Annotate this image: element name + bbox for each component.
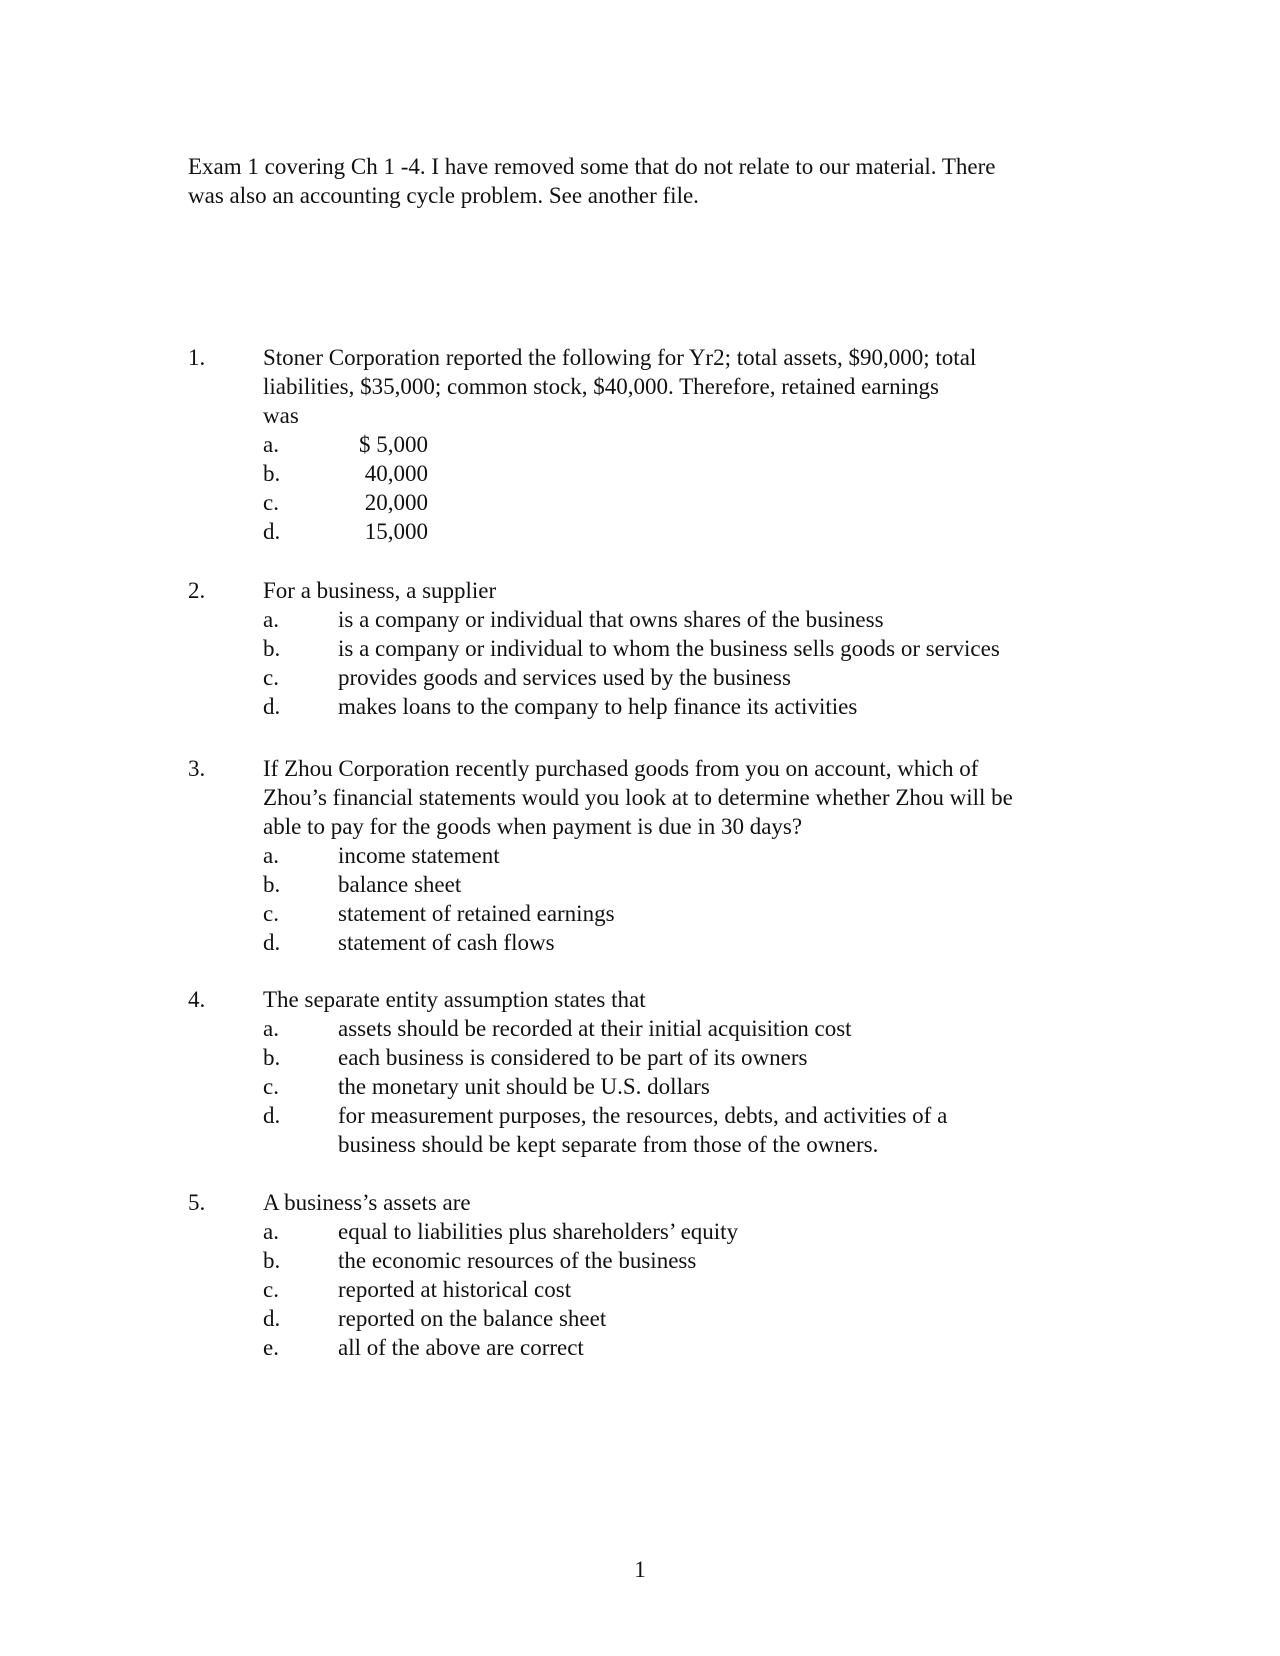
question-stem-line: The separate entity assumption states that — [263, 987, 646, 1012]
option-text: provides goods and services used by the business — [338, 665, 791, 690]
question-stem-line: able to pay for the goods when payment is due in 30 days? — [263, 814, 803, 839]
answer-option-b — [263, 1043, 1088, 1072]
option-text: statement of cash flows — [338, 930, 555, 955]
answer-option-c — [263, 1072, 1088, 1101]
option-letter: a. — [263, 1016, 279, 1041]
question-number: 5. — [188, 1190, 206, 1215]
option-letter: b. — [263, 461, 281, 486]
option-text: each business is considered to be part of its owners — [338, 1045, 808, 1070]
option-letter: d. — [263, 1306, 281, 1331]
answer-option-d — [263, 692, 1088, 721]
option-text: reported on the balance sheet — [338, 1306, 607, 1331]
question-number: 1. — [188, 345, 206, 370]
option-text: the monetary unit should be U.S. dollars — [338, 1074, 710, 1099]
question-stem-line: Zhou’s financial statements would you look at to determine whether Zhou will be — [263, 785, 1013, 810]
option-letter: c. — [263, 490, 279, 515]
option-letter: a. — [263, 1219, 279, 1244]
answer-option-d — [263, 517, 1088, 546]
answer-option-c — [263, 488, 1088, 517]
option-text: for measurement purposes, the resources, debts, and activities of a — [338, 1103, 948, 1128]
option-text: balance sheet — [338, 872, 462, 897]
option-text: reported at historical cost — [338, 1277, 572, 1302]
question-stem-line: liabilities, $35,000; common stock, $40,000. Therefore, retained earnings — [263, 374, 939, 399]
question-number: 2. — [188, 578, 206, 603]
answer-option-d — [263, 1101, 1088, 1159]
question-number: 3. — [188, 756, 206, 781]
question-stem-line: Stoner Corporation reported the following for Yr2; total assets, $90,000; total — [263, 345, 977, 370]
option-text: all of the above are correct — [338, 1335, 584, 1360]
option-letter: a. — [263, 843, 279, 868]
intro-line: was also an accounting cycle problem. See another file. — [188, 183, 699, 208]
option-letter: d. — [263, 519, 281, 544]
option-text: assets should be recorded at their initial acquisition cost — [338, 1016, 852, 1041]
option-amount: 15,000 — [364, 519, 428, 544]
answer-option-c — [263, 899, 1088, 928]
option-amount: $ 5,000 — [359, 432, 428, 457]
option-letter: b. — [263, 872, 281, 897]
question-stem-line: was — [263, 403, 299, 428]
option-text: is a company or individual that owns shares of the business — [338, 607, 884, 632]
answer-option-a — [263, 841, 1088, 870]
option-amount: 20,000 — [364, 490, 428, 515]
answer-option-a — [263, 1014, 1088, 1043]
option-amount: 40,000 — [364, 461, 428, 486]
option-letter: b. — [263, 1045, 281, 1070]
answer-option-a — [263, 1217, 1088, 1246]
option-letter: c. — [263, 901, 279, 926]
option-text: makes loans to the company to help finance its activities — [338, 694, 858, 719]
option-text-continued: business should be kept separate from those of the owners. — [338, 1132, 879, 1157]
question-4 — [188, 985, 1088, 1159]
answer-option-c — [263, 1275, 1088, 1304]
answer-option-b — [263, 1246, 1088, 1275]
question-stem-line: A business’s assets are — [263, 1190, 471, 1215]
answer-option-d — [263, 1304, 1088, 1333]
option-letter: d. — [263, 694, 281, 719]
option-letter: c. — [263, 665, 279, 690]
question-stem-line: If Zhou Corporation recently purchased goods from you on account, which of — [263, 756, 979, 781]
question-1 — [188, 343, 1088, 546]
question-number: 4. — [188, 987, 206, 1012]
question-5 — [188, 1188, 1088, 1362]
answer-option-a — [263, 605, 1088, 634]
question-3 — [188, 754, 1088, 957]
option-letter: d. — [263, 930, 281, 955]
answer-option-c — [263, 663, 1088, 692]
option-text: income statement — [338, 843, 500, 868]
option-text: the economic resources of the business — [338, 1248, 697, 1273]
answer-option-b — [263, 870, 1088, 899]
answer-option-d — [263, 928, 1088, 957]
question-stem-line: For a business, a supplier — [263, 578, 497, 603]
answer-option-e — [263, 1333, 1088, 1362]
option-letter: d. — [263, 1103, 281, 1128]
page-number: 1 — [634, 1557, 646, 1582]
option-letter: e. — [263, 1335, 279, 1360]
answer-option-b — [263, 459, 1088, 488]
intro-paragraph — [188, 152, 1088, 210]
option-letter: a. — [263, 432, 279, 457]
option-letter: b. — [263, 636, 281, 661]
option-letter: b. — [263, 1248, 281, 1273]
option-text: statement of retained earnings — [338, 901, 615, 926]
option-text: is a company or individual to whom the business sells goods or services — [338, 636, 1000, 661]
option-letter: a. — [263, 607, 279, 632]
option-letter: c. — [263, 1277, 279, 1302]
question-2 — [188, 576, 1088, 721]
answer-option-b — [263, 634, 1088, 663]
option-letter: c. — [263, 1074, 279, 1099]
answer-option-a — [263, 430, 1088, 459]
intro-line: Exam 1 covering Ch 1 -4. I have removed some that do not relate to our material. There — [188, 154, 996, 179]
option-text: equal to liabilities plus shareholders’ equity — [338, 1219, 739, 1244]
